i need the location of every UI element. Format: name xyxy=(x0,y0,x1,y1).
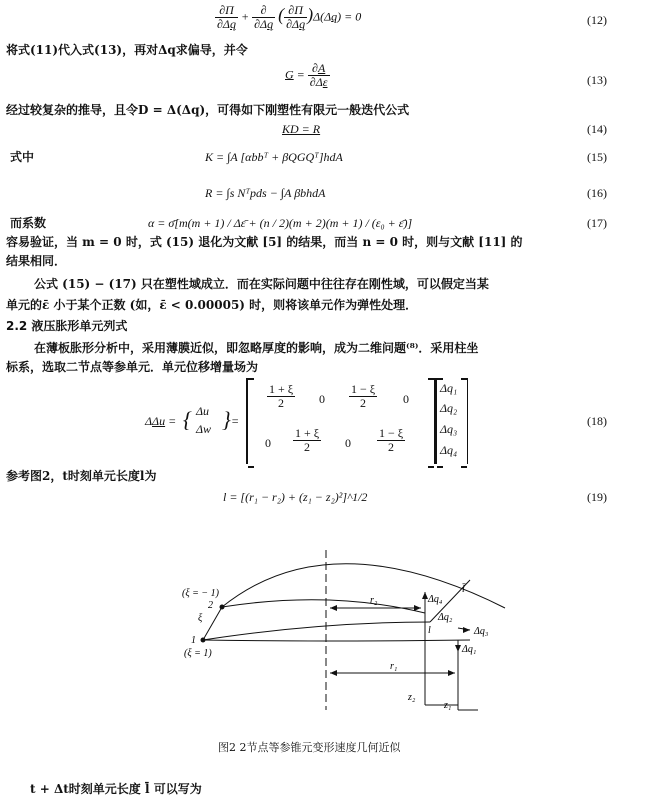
fig-label: Δq₂ xyxy=(438,612,453,623)
equation-18-lhs: ΔΔu = xyxy=(145,414,177,428)
equation-number: (14) xyxy=(587,122,607,136)
node-1 xyxy=(201,638,206,643)
matrix-cell: $\frac{1 - \xi}{2}$ xyxy=(378,426,404,454)
equation-19: l = [(r₁ − r₂) + (z₁ − z₂)²]^1/2 xyxy=(223,490,368,504)
node-2 xyxy=(220,605,225,610)
fig-label: l xyxy=(428,625,431,636)
equation-15: K = ∫A [αbbᵀ + βQGQᵀ]hdA xyxy=(205,150,343,164)
vector-entry: Δw xyxy=(196,422,212,436)
equation-13: G = $\frac{\partial A}{\partial\Delta\varepsilon}$ xyxy=(285,61,328,89)
surface-curve-top xyxy=(222,600,425,613)
matrix-cell: 0 xyxy=(265,436,271,450)
fig-label: 2 xyxy=(208,600,213,611)
equation-number: (17) xyxy=(587,216,607,230)
text-line: 标系，选取二节点等参单元．单元位移增量场为 xyxy=(6,360,259,374)
fig-label: Δq₁ xyxy=(462,644,477,655)
text-line: 单元的ε̄ 小于某个正数 (如，ε̄ < 0.00005) 时，则将该单元作为弹性处理． xyxy=(6,298,418,312)
arrow-head xyxy=(330,605,337,611)
figure-2 xyxy=(0,530,645,770)
vector-entry: Δu xyxy=(196,404,210,418)
matrix-cell: 0 xyxy=(319,392,325,406)
text-line: 经过较复杂的推导，且令D = Δ(Δq)，可得如下刚塑性有限元一般迭代公式 xyxy=(6,103,410,117)
surface-curve-mid xyxy=(203,622,430,640)
arrow-head xyxy=(455,645,461,652)
figure-caption: 图2 2节点等参锥元变形速度几何近似 xyxy=(218,741,401,754)
vector-entry: Δq₂ xyxy=(440,401,458,415)
matrix-cell: $\frac{1 - \xi}{2}$ xyxy=(350,382,376,410)
equation-number: (19) xyxy=(587,490,607,504)
equation-16: R = ∫s Nᵀpds − ∫A βbhdA xyxy=(205,186,326,200)
fig-label: (ξ = − 1) xyxy=(182,588,219,599)
equals-sign: = xyxy=(231,414,240,428)
vector-entry: Δq₄ xyxy=(440,443,458,457)
equation-14: KD = R xyxy=(282,122,321,136)
fig-label: r₂ xyxy=(370,595,378,606)
fig-label: l̄ xyxy=(462,584,465,595)
arrow-head xyxy=(448,670,455,676)
text-line: 结果相同． xyxy=(6,254,67,268)
text-line: 容易验证，当 m = 0 时，式 (15) 退化为文献 [5] 的结果，而当 n = 0 时，则与文献 [11] 的 xyxy=(6,235,523,249)
equation-number: (12) xyxy=(587,13,607,27)
text-line: t + Δt时刻单元长度 l̄ 可以写为 xyxy=(30,782,202,796)
fig-label: z₂ xyxy=(408,692,416,703)
matrix-cell: 0 xyxy=(345,436,351,450)
vector-entry: Δq₁ xyxy=(440,381,458,395)
fig-label: ξ xyxy=(198,613,203,624)
text-line: 而系数 xyxy=(10,216,47,230)
matrix-cell: 0 xyxy=(403,392,409,406)
matrix-cell: $\frac{1 + \xi}{2}$ xyxy=(294,426,320,454)
fig-label: Δq₃ xyxy=(474,626,489,637)
vector-entry: Δq₃ xyxy=(440,422,458,436)
arrow-head xyxy=(330,670,337,676)
surface-curve-low xyxy=(203,640,470,641)
section-heading: 2.2 液压胀形单元列式 xyxy=(6,319,128,333)
arrow-head xyxy=(414,605,421,611)
text-line: 在薄板胀形分析中，采用薄膜近似，即忽略厚度的影响，成为二维问题⁽⁸⁾．采用柱坐 xyxy=(34,341,479,355)
fig-label: z₁ xyxy=(444,700,452,711)
text-line: 式中 xyxy=(10,150,35,164)
text-line: 公式 (15) − (17) 只在塑性域成立．而在实际问题中往往存在刚性域，可以假定当某 xyxy=(34,277,489,291)
text-line: 将式(11)代入式(13)，再对Δq求偏导，并令 xyxy=(6,43,248,57)
equation-17: α = σ̄[m(m + 1) / Δε̄ + (n / 2)(m + 2)(m + 1) / (ε₀ + ε̄)] xyxy=(148,216,413,230)
fig-label: 1 xyxy=(191,635,196,646)
fig-label: Δq₄ xyxy=(428,594,443,605)
arrow-head xyxy=(463,627,470,633)
equation-18-vector: { xyxy=(183,407,192,432)
equation-18-vector: } xyxy=(222,407,231,432)
matrix-cell: $\frac{1 + \xi}{2}$ xyxy=(268,382,294,410)
equation-12: $\frac{\partial\Pi}{\partial\Delta q}$ + $\frac{\partial}{\partial\Delta q}$ ( $\frac{\partial\Pi}{\partial\Delta q}$ )Δ(Δq) = 0 xyxy=(217,3,362,31)
fig-label: r₁ xyxy=(390,661,398,672)
equation-number: (15) xyxy=(587,150,607,164)
element-line xyxy=(203,607,222,640)
equation-number: (16) xyxy=(587,186,607,200)
equation-number: (18) xyxy=(587,414,607,428)
text-line: 参考图2，t时刻单元长度l为 xyxy=(6,469,157,483)
fig-label: (ξ = 1) xyxy=(184,648,212,659)
equation-number: (13) xyxy=(587,73,607,87)
